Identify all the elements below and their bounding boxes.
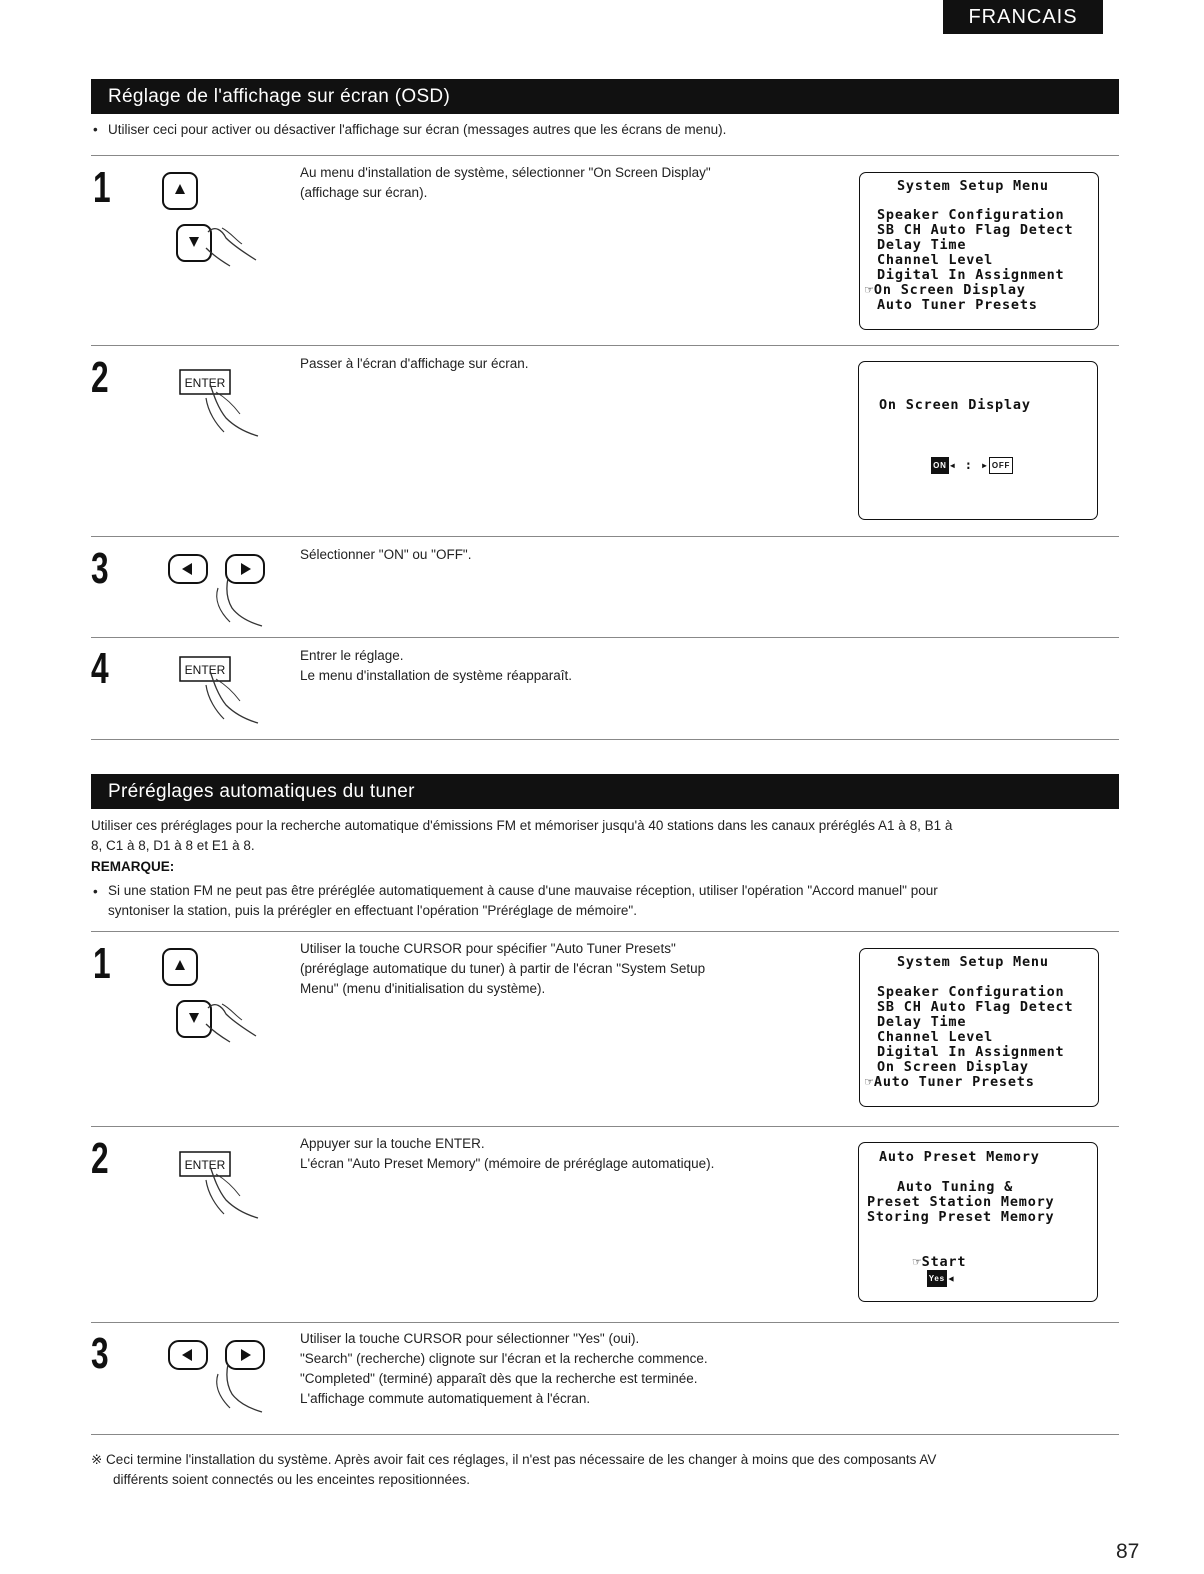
note-text: Si une station FM ne peut pas être préréglée automatiquement à cause d'une mauvaise réception, utiliser l'opération "Accord manuel" pour syntoniser la station, puis la prérégler en effectuant l'opération "Préréglage de mémoire". [108, 883, 938, 918]
osd-section-title: Réglage de l'affichage sur écran (OSD) [91, 79, 1119, 114]
cursor-up-down-hand-icon [160, 170, 270, 270]
left-arrow-icon: ◂ [946, 1270, 956, 1287]
separator: ◂ : ▸ [948, 458, 989, 472]
step-text: Utiliser la touche CURSOR pour sélectionner "Yes" (oui). "Search" (recherche) clignote sur l'écran et la recherche commence. "Completed" (terminé) apparaît dès que la recherche est terminée. L'affichage commute automatiquement à l'écran. [300, 1331, 708, 1406]
enter-button-hand-icon [178, 368, 268, 440]
osd-screen-auto-preset-memory: Auto Preset Memory Auto Tuning & Preset Station Memory Storing Preset Memory ☞Start Yes ◂ [858, 1142, 1098, 1302]
cursor-up-down-hand-icon [160, 946, 270, 1046]
step-text: Au menu d'installation de système, sélectionner "On Screen Display" (affichage sur écran). [300, 165, 711, 200]
osd-screen-system-setup: System Setup Menu Speaker Configuration SB CH Auto Flag Detect Delay Time Channel Level Digital In Assignment ☞On Screen Display Auto Tuner Presets [859, 172, 1099, 330]
svg-text:ENTER: ENTER [184, 376, 226, 390]
divider [91, 345, 1119, 346]
footer-note: ※ Ceci termine l'installation du système. Après avoir fait ces réglages, il n'est pas nécessaire de les changer à moins que des composants AV différents soient connectés ou les enceintes repositionnées. [91, 1452, 937, 1487]
start-label: ☞Start [912, 1254, 967, 1270]
bullet-dot: • [93, 884, 98, 899]
step-number: 3 [91, 1329, 109, 1378]
on-chip: ON [931, 457, 949, 474]
divider [91, 1126, 1119, 1127]
svg-text:ENTER: ENTER [184, 1158, 226, 1172]
step-text: Passer à l'écran d'affichage sur écran. [300, 356, 529, 371]
step-text: Utiliser la touche CURSOR pour spécifier "Auto Tuner Presets" (préréglage automatique du tuner) à partir de l'écran "System Setup Menu" (menu d'initialisation du système). [300, 941, 706, 996]
cursor-left-right-hand-icon [166, 552, 276, 630]
language-tab: FRANCAIS [943, 0, 1103, 34]
enter-button-hand-icon [178, 1150, 268, 1222]
page-number: 87 [1116, 1540, 1140, 1563]
step-number: 4 [91, 644, 109, 693]
off-chip: OFF [989, 457, 1013, 474]
osd-screen-system-setup: System Setup Menu Speaker Configuration SB CH Auto Flag Detect Delay Time Channel Level Digital In Assignment On Screen Display ☞Auto Tuner Presets [859, 948, 1099, 1107]
cursor-left-right-hand-icon [166, 1338, 276, 1416]
step-text: Appuyer sur la touche ENTER. L'écran "Auto Preset Memory" (mémoire de préréglage automatique). [300, 1136, 715, 1171]
divider [91, 1434, 1119, 1435]
step-number: 2 [91, 1134, 109, 1183]
note-label: REMARQUE: [91, 859, 175, 874]
svg-text:ENTER: ENTER [184, 663, 226, 677]
step-number: 3 [91, 544, 109, 593]
osd-intro: Utiliser ceci pour activer ou désactiver l'affichage sur écran (messages autres que les écrans de menu). [108, 122, 727, 137]
enter-button-hand-icon [178, 655, 268, 727]
yes-chip: Yes [927, 1270, 947, 1287]
step-text: Sélectionner "ON" ou "OFF". [300, 547, 472, 562]
step-number: 2 [91, 353, 109, 402]
divider [91, 637, 1119, 638]
divider [91, 536, 1119, 537]
divider [91, 739, 1119, 740]
divider [91, 1322, 1119, 1323]
osd-screen-on-screen-display: On Screen Display ON ◂ : ▸ OFF [858, 361, 1098, 520]
step-text: Entrer le réglage. Le menu d'installation de système réapparaît. [300, 648, 572, 683]
step-number: 1 [93, 939, 111, 988]
bullet-dot: • [93, 122, 98, 137]
divider [91, 931, 1119, 932]
tuner-section-title: Préréglages automatiques du tuner [91, 774, 1119, 809]
step-number: 1 [93, 163, 111, 212]
tuner-intro: Utiliser ces préréglages pour la recherche automatique d'émissions FM et mémoriser jusqu'à 40 stations dans les canaux préréglés A1 à 8, B1 à 8, C1 à 8, D1 à 8 et E1 à 8. [91, 818, 953, 853]
divider [91, 155, 1119, 156]
